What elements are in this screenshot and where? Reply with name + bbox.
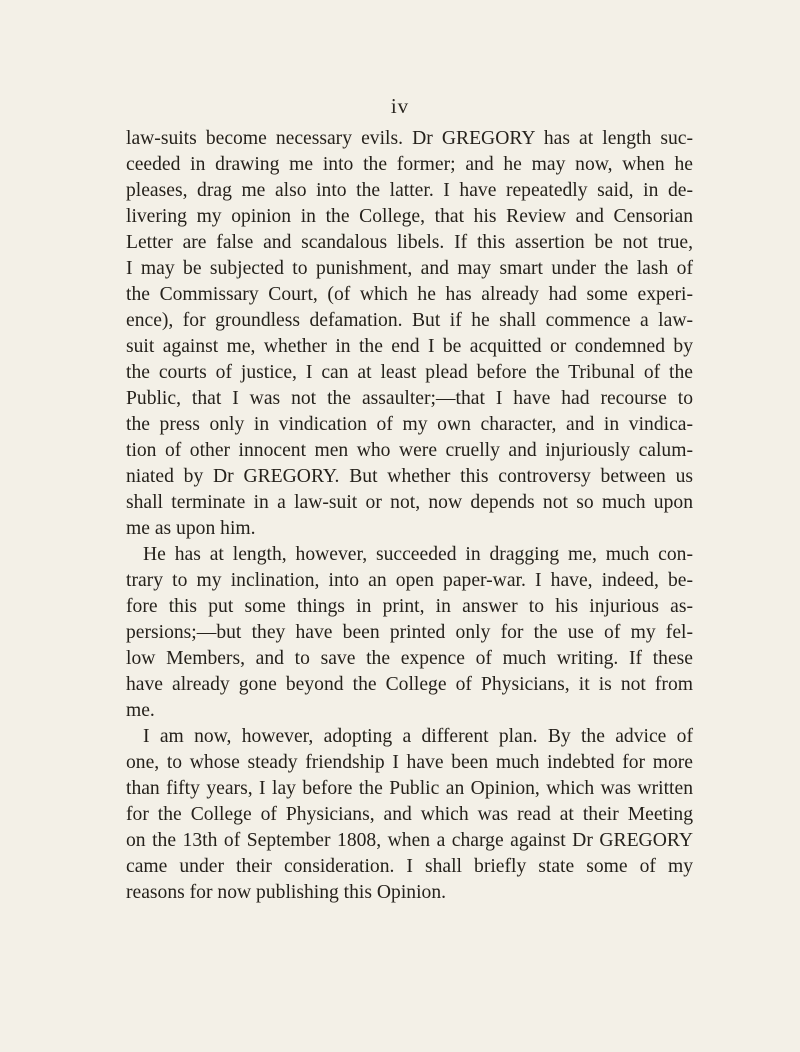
text-line: low Members, and to save the expence of much writing. If these [126,648,693,669]
text-line: the press only in vindication of my own character, and in vindica- [126,414,693,435]
text-line: persions;—but they have been printed only for the use of my fel- [126,622,693,643]
text-line: He has at length, however, succeeded in dragging me, much con- [143,544,693,565]
text-line: shall terminate in a law-suit or not, now depends not so much upon [126,492,693,513]
text-line: tion of other innocent men who were cruelly and injuriously calum- [126,440,693,461]
paragraph-2 [126,542,693,724]
text-line: pleases, drag me also into the latter. I have repeatedly said, in de- [126,180,693,201]
text-line: the courts of justice, I can at least plead before the Tribunal of the [126,362,693,383]
text-line: for the College of Physicians, and which was read at their Meeting [126,804,693,825]
text-line: I may be subjected to punishment, and may smart under the lash of [126,258,693,279]
text-line: than fifty years, I lay before the Public an Opinion, which was written [126,778,693,799]
text-line: one, to whose steady friendship I have been much indebted for more [126,752,693,773]
text-line: on the 13th of September 1808, when a charge against Dr GREGORY [126,830,693,851]
text-line: Public, that I was not the assaulter;—that I have had recourse to [126,388,693,409]
text-line: Letter are false and scandalous libels. If this assertion be not true, [126,232,693,253]
text-line: ence), for groundless defamation. But if he shall commence a law- [126,310,693,331]
text-line: ceeded in drawing me into the former; and he may now, when he [126,154,693,175]
paragraph-3 [126,724,693,906]
paragraph-1 [126,126,693,542]
text-line: fore this put some things in print, in answer to his injurious as- [126,596,693,617]
text-line: suit against me, whether in the end I be acquitted or condemned by [126,336,693,357]
text-line: trary to my inclination, into an open paper-war. I have, indeed, be- [126,570,693,591]
text-line: I am now, however, adopting a different plan. By the advice of [143,726,693,747]
text-line: niated by Dr GREGORY. But whether this controversy between us [126,466,693,487]
text-line: livering my opinion in the College, that his Review and Censorian [126,206,693,227]
text-line: have already gone beyond the College of Physicians, it is not from [126,674,693,695]
text-line: me as upon him. [126,518,256,539]
text-line: reasons for now publishing this Opinion. [126,882,447,903]
text-line: the Commissary Court, (of which he has already had some experi- [126,284,693,305]
text-line: law-suits become necessary evils. Dr GREGORY has at length suc- [126,128,693,149]
page-number: iv [390,94,410,118]
body-text [126,126,693,906]
text-line: me. [126,700,155,721]
text-line: came under their consideration. I shall briefly state some of my [126,856,693,877]
